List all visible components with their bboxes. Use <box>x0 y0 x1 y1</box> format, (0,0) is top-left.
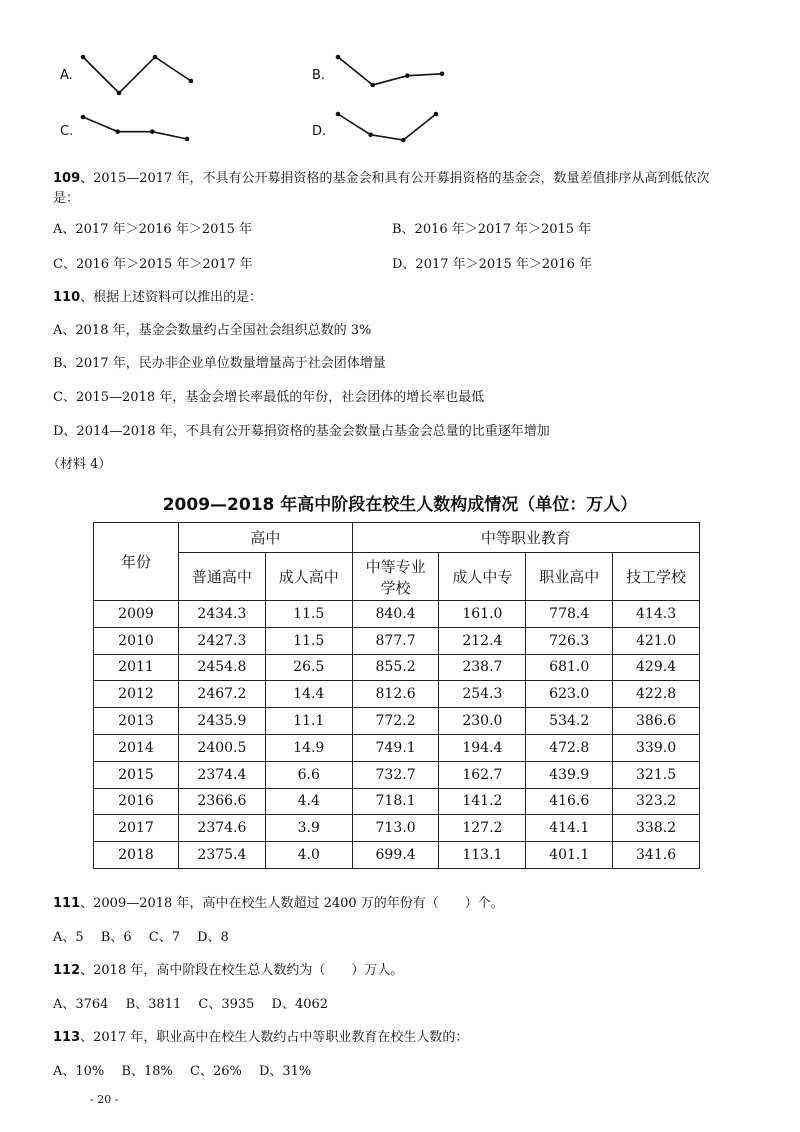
option-c-label: C. <box>60 124 74 139</box>
table-cell: 877.7 <box>352 627 439 654</box>
option-110-c: C、2015—2018 年，基金会增长率最低的年份，社会团体的增长率也最低 <box>53 390 485 405</box>
sparkline-line <box>83 117 187 139</box>
question-109: 109、2015—2017 年，不具有公开募捐资格的基金会和具有公开募捐资格的基金会，数量差值排序从高到低依次 <box>53 171 710 186</box>
option-d-label: D. <box>312 124 327 139</box>
table-cell: 238.7 <box>439 654 526 681</box>
option-a-label: A. <box>60 68 73 83</box>
column-header-line: 成人高中 <box>278 568 339 586</box>
table-cell: 414.1 <box>526 815 613 842</box>
options-111: A、5 B、6 C、7 D、8 <box>53 930 229 945</box>
table-cell: 113.1 <box>439 842 526 869</box>
table-row <box>94 815 700 842</box>
table-cell: 339.0 <box>613 734 700 761</box>
year-header: 年份 <box>94 523 179 601</box>
table-cell: 2374.6 <box>179 815 266 842</box>
year-cell: 2011 <box>94 654 179 681</box>
table-cell: 11.5 <box>265 627 352 654</box>
sparkline-point <box>185 137 190 142</box>
table-cell: 127.2 <box>439 815 526 842</box>
table-cell: 429.4 <box>613 654 700 681</box>
option-c-sparkline <box>83 117 187 139</box>
table-cell: 855.2 <box>352 654 439 681</box>
column-header <box>352 553 439 601</box>
table-cell: 14.4 <box>265 681 352 708</box>
sparkline-point <box>370 83 375 88</box>
options-112: A、3764 B、3811 C、3935 D、4062 <box>53 997 329 1012</box>
question-110: 110、根据上述资料可以推出的是： <box>53 290 263 305</box>
table-cell: 718.1 <box>352 788 439 815</box>
column-header <box>526 553 613 601</box>
sparkline-point <box>434 112 439 117</box>
enrollment-table <box>93 522 700 869</box>
table-cell: 321.5 <box>613 761 700 788</box>
question-number: 109 <box>53 171 81 186</box>
question-111: 111、2009—2018 年，高中在校生人数超过 2400 万的年份有（ ）个。 <box>53 896 504 911</box>
year-cell: 2017 <box>94 815 179 842</box>
option-110-d: D、2014—2018 年，不具有公开募捐资格的基金会数量占基金会总量的比重逐年增加 <box>53 424 550 439</box>
year-cell: 2014 <box>94 734 179 761</box>
table-cell: 840.4 <box>352 601 439 628</box>
option-110-b: B、2017 年，民办非企业单位数量增量高于社会团体增量 <box>53 356 386 371</box>
group-header-high-school: 高中 <box>179 523 353 553</box>
column-header-line: 学校 <box>380 578 411 597</box>
table-cell: 2454.8 <box>179 654 266 681</box>
sparkline-point <box>368 133 373 138</box>
table-title: 2009—2018 年高中阶段在校生人数构成情况（单位：万人） <box>162 495 638 515</box>
sparkline-point <box>153 55 158 60</box>
table-cell: 732.7 <box>352 761 439 788</box>
column-header <box>439 553 526 601</box>
question-109-continued: 是： <box>53 191 80 206</box>
table-cell: 2427.3 <box>179 627 266 654</box>
sparkline-point <box>440 72 445 77</box>
question-113: 113、2017 年，职业高中在校生人数约占中等职业教育在校生人数的： <box>53 1030 469 1045</box>
question-number: 113 <box>53 1030 81 1045</box>
table-cell: 26.5 <box>265 654 352 681</box>
table-cell: 338.2 <box>613 815 700 842</box>
option-110-a: A、2018 年，基金会数量约占全国社会组织总数的 3% <box>53 323 372 338</box>
table-cell: 812.6 <box>352 681 439 708</box>
material-label: （材料 4） <box>47 457 112 472</box>
table-cell: 439.9 <box>526 761 613 788</box>
column-header-line: 技工学校 <box>626 568 687 586</box>
table-row <box>94 842 700 869</box>
table-cell: 414.3 <box>613 601 700 628</box>
table-cell: 699.4 <box>352 842 439 869</box>
table-cell: 623.0 <box>526 681 613 708</box>
table-cell: 416.6 <box>526 788 613 815</box>
table-row <box>94 681 700 708</box>
year-cell: 2012 <box>94 681 179 708</box>
column-header-line: 成人中专 <box>452 568 513 586</box>
sparkline-point <box>150 129 155 134</box>
sparkline-point <box>81 55 86 60</box>
table-cell: 141.2 <box>439 788 526 815</box>
column-header <box>613 553 700 601</box>
table-cell: 230.0 <box>439 708 526 735</box>
table-cell: 4.4 <box>265 788 352 815</box>
option-109-c: C、2016 年＞2015 年＞2017 年 <box>53 257 253 272</box>
table-cell: 4.0 <box>265 842 352 869</box>
table-row <box>94 761 700 788</box>
year-cell: 2010 <box>94 627 179 654</box>
table-cell: 341.6 <box>613 842 700 869</box>
option-109-a: A、2017 年＞2016 年＞2015 年 <box>53 222 253 237</box>
column-header-line: 中等专业 <box>365 557 426 576</box>
sparkline-point <box>336 112 341 117</box>
sparkline-line <box>83 57 191 93</box>
table-row <box>94 734 700 761</box>
option-109-b: B、2016 年＞2017 年＞2015 年 <box>392 222 592 237</box>
table-cell: 713.0 <box>352 815 439 842</box>
question-number: 112 <box>53 963 81 978</box>
table-row <box>94 788 700 815</box>
table-row <box>94 601 700 628</box>
option-109-d: D、2017 年＞2015 年＞2016 年 <box>392 257 593 272</box>
table-cell: 2435.9 <box>179 708 266 735</box>
table-cell: 2467.2 <box>179 681 266 708</box>
table-cell: 2375.4 <box>179 842 266 869</box>
table-cell: 323.2 <box>613 788 700 815</box>
table-cell: 534.2 <box>526 708 613 735</box>
table-cell: 194.4 <box>439 734 526 761</box>
option-b-sparkline <box>338 57 442 85</box>
year-cell: 2015 <box>94 761 179 788</box>
group-header-vocational: 中等职业教育 <box>352 523 699 553</box>
option-a-sparkline <box>83 57 191 93</box>
table-cell: 3.9 <box>265 815 352 842</box>
table-cell: 162.7 <box>439 761 526 788</box>
table-cell: 212.4 <box>439 627 526 654</box>
sparkline-point <box>81 115 86 120</box>
question-number: 111 <box>53 896 81 911</box>
table-row <box>94 627 700 654</box>
option-b-label: B. <box>312 68 326 83</box>
sparkline-point <box>115 129 120 134</box>
table-cell: 254.3 <box>439 681 526 708</box>
table-row <box>94 708 700 735</box>
table-row <box>94 654 700 681</box>
table-cell: 401.1 <box>526 842 613 869</box>
table-cell: 6.6 <box>265 761 352 788</box>
table-cell: 778.4 <box>526 601 613 628</box>
table-cell: 421.0 <box>613 627 700 654</box>
table-cell: 386.6 <box>613 708 700 735</box>
table-cell: 2366.6 <box>179 788 266 815</box>
table-cell: 422.8 <box>613 681 700 708</box>
sparkline-point <box>189 79 194 84</box>
year-cell: 2018 <box>94 842 179 869</box>
question-number: 110 <box>53 290 81 305</box>
table-cell: 11.1 <box>265 708 352 735</box>
table-cell: 14.9 <box>265 734 352 761</box>
year-cell: 2016 <box>94 788 179 815</box>
table-cell: 161.0 <box>439 601 526 628</box>
question-112: 112、2018 年，高中阶段在校生总人数约为（ ）万人。 <box>53 963 404 978</box>
table-cell: 681.0 <box>526 654 613 681</box>
sparkline-point <box>117 91 122 96</box>
column-header-line: 普通高中 <box>191 568 252 586</box>
sparkline-line <box>338 114 436 140</box>
page-number: - 20 - <box>90 1093 119 1106</box>
options-113: A、10% B、18% C、26% D、31% <box>53 1064 312 1079</box>
table-cell: 2400.5 <box>179 734 266 761</box>
year-cell: 2013 <box>94 708 179 735</box>
table-cell: 472.8 <box>526 734 613 761</box>
column-header <box>265 553 352 601</box>
sparkline-line <box>338 57 442 85</box>
table-cell: 11.5 <box>265 601 352 628</box>
sparkline-point <box>336 55 341 60</box>
table-cell: 749.1 <box>352 734 439 761</box>
column-header <box>179 553 266 601</box>
table-cell: 726.3 <box>526 627 613 654</box>
table-cell: 2434.3 <box>179 601 266 628</box>
column-header-line: 职业高中 <box>539 568 600 586</box>
sparkline-point <box>405 73 410 78</box>
year-cell: 2009 <box>94 601 179 628</box>
table-cell: 772.2 <box>352 708 439 735</box>
table-cell: 2374.4 <box>179 761 266 788</box>
sparkline-point <box>401 138 406 143</box>
option-d-sparkline <box>338 114 436 140</box>
